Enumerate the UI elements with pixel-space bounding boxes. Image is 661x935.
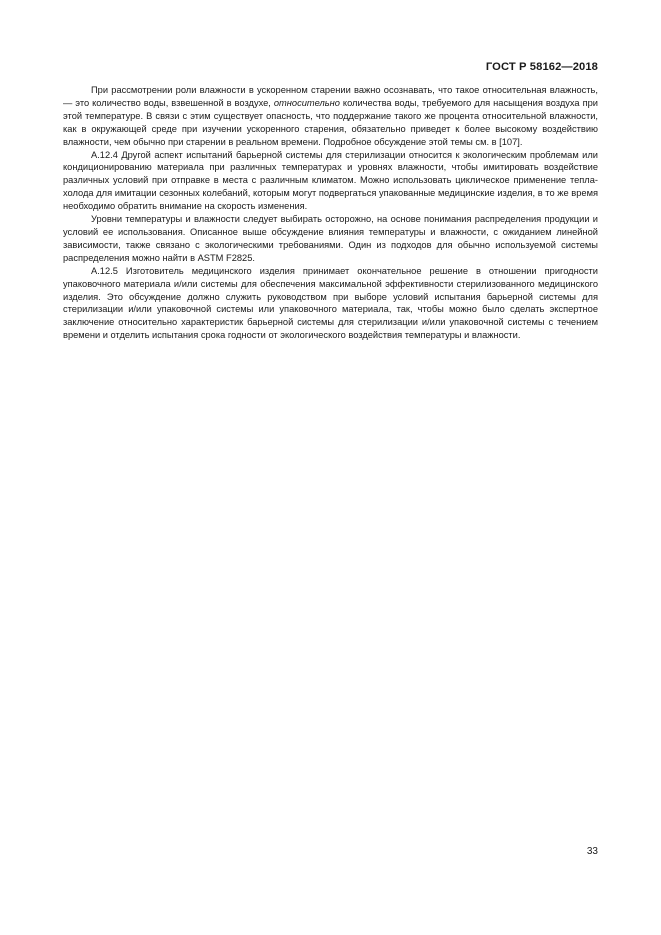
page-number: 33: [586, 846, 598, 857]
emphasized-word: относительно: [273, 97, 340, 108]
document-body: [63, 84, 598, 342]
paragraph-a-12-4: А.12.4 Другой аспект испытаний барьерной системы для стерилизации относится к экологическим проблемам или кондиционированию материала при различных температурах и уровнях влажности, чтобы имитировать воздействие различных условий при отправке в места с различным климатом. Можно использовать циклическое применение тепла-холода для имитации сезонных колебаний, которым могут подвергаться упакованные медицинские изделия, в то же время необходимо обратить внимание на скорость изменения.: [63, 149, 598, 212]
paragraph-humidity-aging: [63, 84, 598, 149]
paragraph-a-12-5: А.12.5 Изготовитель медицинского изделия принимает окончательное решение в отношении пригодности упаковочного материала и/или системы для обеспечения максимальной эффективности стерилизованного медицинского изделия. Это обсуждение должно служить руководством при выборе условий испытания барьерной системы для стерилизации и/или упаковочной системы или упаковочного материала, так, чтобы можно было сделать экспертное заключение относительно характеристик барьерной системы для стерилизации и/или упаковочной системы с течением времени и отделить испытания срока годности от экологического воздействия температуры и влажности.: [63, 265, 598, 341]
paragraph-temperature-levels: Уровни температуры и влажности следует выбирать осторожно, на основе понимания распределения продукции и условий ее использования. Описанное выше обсуждение влияния температуры и влажности, с ожиданием линейной зависимости, также связано с экологическими требованиями. Один из подходов для обычно используемой системы распределения можно найти в ASTM F2825.: [63, 214, 598, 263]
paragraph-text: количества воды, требуемого для насыщения воздуха при этой температуре. В связи с этим существует опасность, что поддержание такого же процента относительной влажности, как в окружающей среде при изучении ускоренного старения, обязательно приведет к более высокому воздействию влажности, чем обычно при старении в реальном времени. Подробное обсуждение этой темы см. в [107].: [63, 97, 598, 147]
document-code-header: ГОСТ Р 58162—2018: [485, 61, 598, 73]
paragraph-text: При рассмотрении роли влажности в ускоренном старении важно осознавать, что такое относительная влажность, — это количество воды, взвешенной в воздухе,: [63, 85, 598, 108]
